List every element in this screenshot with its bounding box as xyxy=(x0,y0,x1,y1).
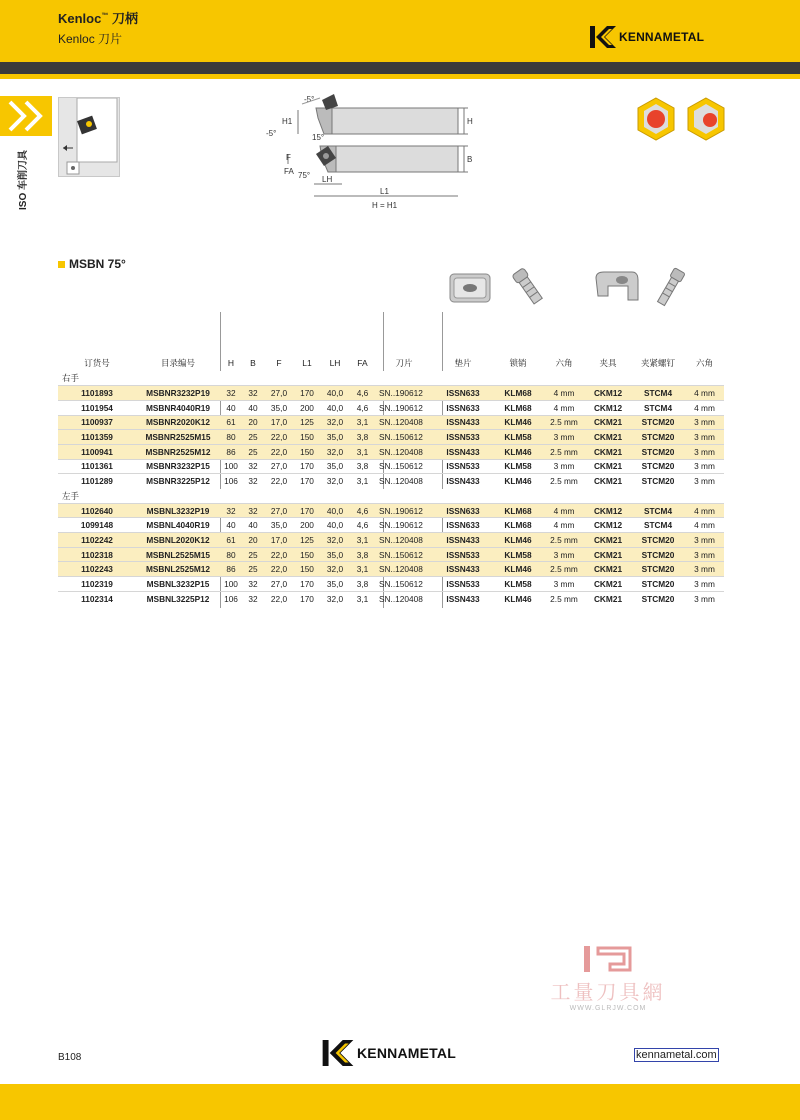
table-cell: STCM20 xyxy=(631,591,685,606)
table-cell: ISSN433 xyxy=(433,415,493,430)
table-cell: 20 xyxy=(242,533,264,548)
table-cell: 1100937 xyxy=(58,415,136,430)
table-cell: 22,0 xyxy=(264,474,294,489)
table-cell: ISSN633 xyxy=(433,400,493,415)
table-cell: 35,0 xyxy=(320,459,350,474)
table-row xyxy=(58,547,724,562)
table-row xyxy=(58,386,724,401)
table-cell: KLM46 xyxy=(493,415,543,430)
table-cell: 86 xyxy=(220,444,242,459)
table-cell: STCM4 xyxy=(631,518,685,533)
table-cell: 4,6 xyxy=(350,518,375,533)
table-cell: CKM12 xyxy=(585,400,631,415)
dim-h1-label: H1 xyxy=(282,117,293,126)
table-row xyxy=(58,474,724,489)
angle-left-label: -5° xyxy=(266,129,277,138)
table-cell: ISSN633 xyxy=(433,518,493,533)
table-cell: KLM46 xyxy=(493,533,543,548)
table-cell: KLM58 xyxy=(493,459,543,474)
table-cell: 4 mm xyxy=(685,503,724,518)
table-header-row xyxy=(58,356,724,371)
group-row xyxy=(58,371,724,386)
watermark xyxy=(538,944,678,1012)
table-cell: 32 xyxy=(220,386,242,401)
table-cell: KLM46 xyxy=(493,474,543,489)
table-cell: MSBNL4040R19 xyxy=(136,518,220,533)
table-cell: 1102314 xyxy=(58,591,136,606)
table-cell: 22,0 xyxy=(264,591,294,606)
table-cell: STCM20 xyxy=(631,444,685,459)
table-cell: SN..190612 xyxy=(375,386,433,401)
table-cell: ISSN533 xyxy=(433,459,493,474)
table-cell: SN..120408 xyxy=(375,444,433,459)
table-cell: 3 mm xyxy=(685,430,724,445)
table-cell: CKM21 xyxy=(585,415,631,430)
column-header: 刀片 xyxy=(395,358,413,368)
header-stripe xyxy=(0,62,800,74)
column-header: 垫片 xyxy=(454,358,472,368)
table-cell: STCM4 xyxy=(631,386,685,401)
table-cell: SN..190612 xyxy=(375,400,433,415)
material-icons xyxy=(634,96,730,144)
table-cell: 22,0 xyxy=(264,444,294,459)
table-cell: 2.5 mm xyxy=(543,444,585,459)
table-cell: 3 mm xyxy=(685,444,724,459)
table-cell: CKM21 xyxy=(585,444,631,459)
table-cell: 3 mm xyxy=(685,547,724,562)
table-cell: KLM68 xyxy=(493,400,543,415)
table-cell: 106 xyxy=(220,474,242,489)
table-cell: 4 mm xyxy=(685,386,724,401)
table-cell: STCM4 xyxy=(631,503,685,518)
watermark-text: 工量刀具網 xyxy=(550,982,666,1004)
table-cell: 3,8 xyxy=(350,430,375,445)
angle-15-label: 15° xyxy=(312,133,325,142)
table-cell: KLM46 xyxy=(493,591,543,606)
table-cell: CKM21 xyxy=(585,533,631,548)
dim-lh-label: LH xyxy=(322,175,333,184)
table-cell: 150 xyxy=(294,444,320,459)
table-cell: 3 mm xyxy=(685,415,724,430)
table-cell: 35,0 xyxy=(264,400,294,415)
table-cell: STCM20 xyxy=(631,547,685,562)
table-cell: KLM68 xyxy=(493,386,543,401)
table-cell: 3,8 xyxy=(350,547,375,562)
table-row xyxy=(58,459,724,474)
table-cell: 150 xyxy=(294,547,320,562)
footer-bar xyxy=(0,1084,800,1120)
table-cell: KLM68 xyxy=(493,518,543,533)
table-cell: 32 xyxy=(242,386,264,401)
angle-75-label: 75° xyxy=(298,171,311,180)
table-cell: ISSN633 xyxy=(433,503,493,518)
table-cell: 3 mm xyxy=(543,547,585,562)
dim-b-label: B xyxy=(467,155,473,164)
table-cell: 200 xyxy=(294,518,320,533)
table-cell: 170 xyxy=(294,503,320,518)
table-cell: STCM20 xyxy=(631,459,685,474)
clamp-screw-icon xyxy=(650,266,690,310)
dim-fa-label: FA xyxy=(284,167,294,176)
table-cell: 40,0 xyxy=(320,518,350,533)
table-row xyxy=(58,415,724,430)
table-cell: 32,0 xyxy=(320,444,350,459)
table-cell: 40 xyxy=(220,400,242,415)
table-cell: 4 mm xyxy=(685,518,724,533)
header-logo: KENNAMETAL xyxy=(590,26,704,48)
table-cell: 1101893 xyxy=(58,386,136,401)
group-label: 左手 xyxy=(58,489,724,504)
table-cell: 200 xyxy=(294,400,320,415)
table-cell: 1100941 xyxy=(58,444,136,459)
table-cell: 61 xyxy=(220,415,242,430)
dim-h-eq-label: H = H1 xyxy=(372,201,398,210)
table-cell: 4,6 xyxy=(350,503,375,518)
table-cell: 4 mm xyxy=(685,400,724,415)
table-cell: SN..150612 xyxy=(375,430,433,445)
table-cell: 1102319 xyxy=(58,577,136,592)
table-cell: 25 xyxy=(242,547,264,562)
table-cell: KLM46 xyxy=(493,444,543,459)
table-cell: 22,0 xyxy=(264,547,294,562)
table-cell: SN..120408 xyxy=(375,533,433,548)
table-cell: 170 xyxy=(294,577,320,592)
table-cell: KLM46 xyxy=(493,562,543,577)
header-stripe-accent xyxy=(0,74,800,79)
table-cell: STCM20 xyxy=(631,562,685,577)
table-cell: KLM68 xyxy=(493,503,543,518)
table-cell: SN..150612 xyxy=(375,577,433,592)
table-cell: 80 xyxy=(220,547,242,562)
table-cell: 32 xyxy=(242,459,264,474)
table-cell: 1102640 xyxy=(58,503,136,518)
table-cell: SN..150612 xyxy=(375,459,433,474)
column-header: LH xyxy=(329,358,341,368)
table-cell: CKM21 xyxy=(585,591,631,606)
table-cell: 20 xyxy=(242,415,264,430)
page-subtitle: Kenloc 刀片 xyxy=(58,32,123,46)
table-cell: 32,0 xyxy=(320,591,350,606)
table-cell: 32 xyxy=(220,503,242,518)
table-cell: 106 xyxy=(220,591,242,606)
side-category-label: ISO 车削刀具 xyxy=(18,149,29,210)
table-cell: CKM21 xyxy=(585,577,631,592)
table-row xyxy=(58,503,724,518)
table-cell: 80 xyxy=(220,430,242,445)
table-cell: 3,1 xyxy=(350,415,375,430)
table-cell: 4 mm xyxy=(543,503,585,518)
table-cell: 86 xyxy=(220,562,242,577)
table-cell: MSBNR2020K12 xyxy=(136,415,220,430)
table-cell: ISSN633 xyxy=(433,386,493,401)
table-cell: STCM20 xyxy=(631,533,685,548)
table-cell: 27,0 xyxy=(264,577,294,592)
table-cell: 32,0 xyxy=(320,562,350,577)
table-cell: ISSN533 xyxy=(433,430,493,445)
table-cell: 40,0 xyxy=(320,400,350,415)
table-cell: 61 xyxy=(220,533,242,548)
table-row xyxy=(58,591,724,606)
section-title: MSBN 75° xyxy=(58,257,126,271)
table-cell: SN..120408 xyxy=(375,474,433,489)
table-cell: SN..150612 xyxy=(375,547,433,562)
table-cell: 35,0 xyxy=(320,547,350,562)
table-cell: 2.5 mm xyxy=(543,533,585,548)
table-cell: 35,0 xyxy=(264,518,294,533)
table-row xyxy=(58,430,724,445)
table-cell: 32,0 xyxy=(320,474,350,489)
table-cell: MSBNR2525M12 xyxy=(136,444,220,459)
table-cell: KLM58 xyxy=(493,547,543,562)
table-cell: 25 xyxy=(242,562,264,577)
lock-pin-icon xyxy=(504,266,554,310)
column-header: L1 xyxy=(302,358,312,368)
table-cell: 3,1 xyxy=(350,562,375,577)
table-cell: 170 xyxy=(294,591,320,606)
table-cell: 2.5 mm xyxy=(543,415,585,430)
table-cell: 170 xyxy=(294,474,320,489)
table-cell: MSBNL3232P19 xyxy=(136,503,220,518)
column-header: B xyxy=(250,358,256,368)
page-number: B108 xyxy=(58,1052,82,1063)
table-cell: 17,0 xyxy=(264,533,294,548)
technical-drawing xyxy=(262,88,482,212)
table-cell: 125 xyxy=(294,415,320,430)
table-cell: 35,0 xyxy=(320,577,350,592)
table-row xyxy=(58,518,724,533)
table-cell: 32,0 xyxy=(320,415,350,430)
chevron-right-icon xyxy=(0,96,52,136)
table-cell: STCM4 xyxy=(631,400,685,415)
table-cell: ISSN433 xyxy=(433,474,493,489)
tool-holder-thumbnail xyxy=(58,97,120,177)
table-row xyxy=(58,400,724,415)
table-cell: ISSN433 xyxy=(433,591,493,606)
product-table xyxy=(58,356,724,606)
column-header: H xyxy=(227,358,235,368)
table-cell: SN..120408 xyxy=(375,415,433,430)
table-cell: 3,8 xyxy=(350,459,375,474)
table-cell: 150 xyxy=(294,430,320,445)
table-cell: MSBNR3232P15 xyxy=(136,459,220,474)
table-cell: 4 mm xyxy=(543,518,585,533)
table-cell: 125 xyxy=(294,533,320,548)
table-cell: 170 xyxy=(294,459,320,474)
column-header: FA xyxy=(357,358,368,368)
table-cell: 25 xyxy=(242,430,264,445)
table-cell: 35,0 xyxy=(320,430,350,445)
table-cell: 4,6 xyxy=(350,386,375,401)
table-cell: 3 mm xyxy=(543,459,585,474)
table-cell: 3 mm xyxy=(685,533,724,548)
dim-l1-label: L1 xyxy=(380,187,389,196)
table-cell: 40 xyxy=(242,518,264,533)
table-cell: CKM12 xyxy=(585,386,631,401)
table-cell: 100 xyxy=(220,577,242,592)
table-cell: 40 xyxy=(220,518,242,533)
table-cell: CKM21 xyxy=(585,474,631,489)
material-k-icon xyxy=(703,113,717,127)
table-cell: 1099148 xyxy=(58,518,136,533)
table-cell: 40 xyxy=(242,400,264,415)
table-cell: 3 mm xyxy=(685,474,724,489)
table-cell: CKM21 xyxy=(585,562,631,577)
table-cell: 25 xyxy=(242,444,264,459)
table-cell: CKM21 xyxy=(585,547,631,562)
table-cell: KLM58 xyxy=(493,577,543,592)
table-cell: 100 xyxy=(220,459,242,474)
table-cell: 2.5 mm xyxy=(543,591,585,606)
angle-top-label: -5° xyxy=(304,95,315,104)
table-cell: 3,1 xyxy=(350,444,375,459)
column-header: 六角 xyxy=(695,358,713,368)
table-row xyxy=(58,577,724,592)
table-cell: 1102243 xyxy=(58,562,136,577)
dim-f-label: F xyxy=(286,153,291,162)
table-cell: 2.5 mm xyxy=(543,474,585,489)
table-cell: MSBNL3225P12 xyxy=(136,591,220,606)
table-cell: 4 mm xyxy=(543,400,585,415)
column-header: 锁销 xyxy=(509,358,527,368)
table-cell: 3,1 xyxy=(350,591,375,606)
kennametal-k-icon xyxy=(322,1040,354,1066)
table-cell: ISSN533 xyxy=(433,547,493,562)
website-link[interactable]: kennametal.com xyxy=(636,1049,717,1061)
table-row xyxy=(58,533,724,548)
table-cell: STCM20 xyxy=(631,577,685,592)
table-cell: 3 mm xyxy=(685,562,724,577)
table-cell: SN..190612 xyxy=(375,503,433,518)
bullet-square-icon xyxy=(58,261,65,268)
table-cell: SN..190612 xyxy=(375,518,433,533)
table-cell: 40,0 xyxy=(320,503,350,518)
table-cell: MSBNR3225P12 xyxy=(136,474,220,489)
shim-icon xyxy=(446,270,496,306)
table-cell: 27,0 xyxy=(264,503,294,518)
table-cell: 22,0 xyxy=(264,430,294,445)
table-cell: ISSN433 xyxy=(433,533,493,548)
column-header: 订货号 xyxy=(84,358,110,368)
column-header: F xyxy=(276,358,282,368)
table-cell: 3,8 xyxy=(350,577,375,592)
table-cell: ISSN433 xyxy=(433,444,493,459)
material-p-icon xyxy=(647,110,665,128)
column-header: 六角 xyxy=(555,358,573,368)
clamp-icon xyxy=(592,270,640,308)
dim-h-label: H xyxy=(467,117,473,126)
column-header: 夹具 xyxy=(599,358,617,368)
table-cell: 3,1 xyxy=(350,533,375,548)
table-cell: 1101954 xyxy=(58,400,136,415)
table-cell: 3 mm xyxy=(685,591,724,606)
table-cell: MSBNR2525M15 xyxy=(136,430,220,445)
table-cell: ISSN433 xyxy=(433,562,493,577)
watermark-url: WWW.GLRJW.COM xyxy=(569,1005,647,1012)
table-row xyxy=(58,444,724,459)
group-label: 右手 xyxy=(58,371,724,386)
table-cell: 2.5 mm xyxy=(543,562,585,577)
table-cell: 22,0 xyxy=(264,562,294,577)
table-cell: 4,6 xyxy=(350,400,375,415)
table-cell: 1101289 xyxy=(58,474,136,489)
table-cell: 3 mm xyxy=(543,577,585,592)
table-cell: 27,0 xyxy=(264,386,294,401)
group-row xyxy=(58,489,724,504)
table-cell: 150 xyxy=(294,562,320,577)
table-cell: MSBNL2020K12 xyxy=(136,533,220,548)
kennametal-k-icon xyxy=(590,26,616,48)
table-cell: 1102318 xyxy=(58,547,136,562)
table-cell: 3,1 xyxy=(350,474,375,489)
column-header: 夹紧螺钉 xyxy=(640,358,675,368)
table-row xyxy=(58,562,724,577)
table-cell: 1101359 xyxy=(58,430,136,445)
table-cell: 3 mm xyxy=(685,459,724,474)
table-cell: CKM21 xyxy=(585,430,631,445)
table-cell: 3 mm xyxy=(543,430,585,445)
table-cell: 40,0 xyxy=(320,386,350,401)
table-cell: SN..120408 xyxy=(375,591,433,606)
table-cell: CKM21 xyxy=(585,459,631,474)
table-cell: 4 mm xyxy=(543,386,585,401)
table-cell: MSBNR3232P19 xyxy=(136,386,220,401)
table-cell: 32,0 xyxy=(320,533,350,548)
table-cell: MSBNL2525M15 xyxy=(136,547,220,562)
table-cell: MSBNR4040R19 xyxy=(136,400,220,415)
table-cell: ISSN533 xyxy=(433,577,493,592)
table-cell: CKM12 xyxy=(585,503,631,518)
table-cell: 32 xyxy=(242,503,264,518)
watermark-logo-icon xyxy=(580,944,636,974)
table-cell: 3 mm xyxy=(685,577,724,592)
table-cell: 32 xyxy=(242,591,264,606)
table-cell: 32 xyxy=(242,577,264,592)
table-cell: MSBNL2525M12 xyxy=(136,562,220,577)
column-header: 目录编号 xyxy=(160,358,195,368)
table-cell: CKM12 xyxy=(585,518,631,533)
table-cell: MSBNL3232P15 xyxy=(136,577,220,592)
table-cell: KLM58 xyxy=(493,430,543,445)
table-cell: SN..120408 xyxy=(375,562,433,577)
table-cell: STCM20 xyxy=(631,474,685,489)
table-cell: 170 xyxy=(294,386,320,401)
table-cell: 27,0 xyxy=(264,459,294,474)
table-cell: 32 xyxy=(242,474,264,489)
footer-logo: KENNAMETAL xyxy=(322,1040,456,1066)
table-cell: 1102242 xyxy=(58,533,136,548)
table-cell: 1101361 xyxy=(58,459,136,474)
page-title: Kenloc™ 刀柄 xyxy=(58,11,138,26)
table-cell: 17,0 xyxy=(264,415,294,430)
table-cell: STCM20 xyxy=(631,430,685,445)
table-cell: STCM20 xyxy=(631,415,685,430)
